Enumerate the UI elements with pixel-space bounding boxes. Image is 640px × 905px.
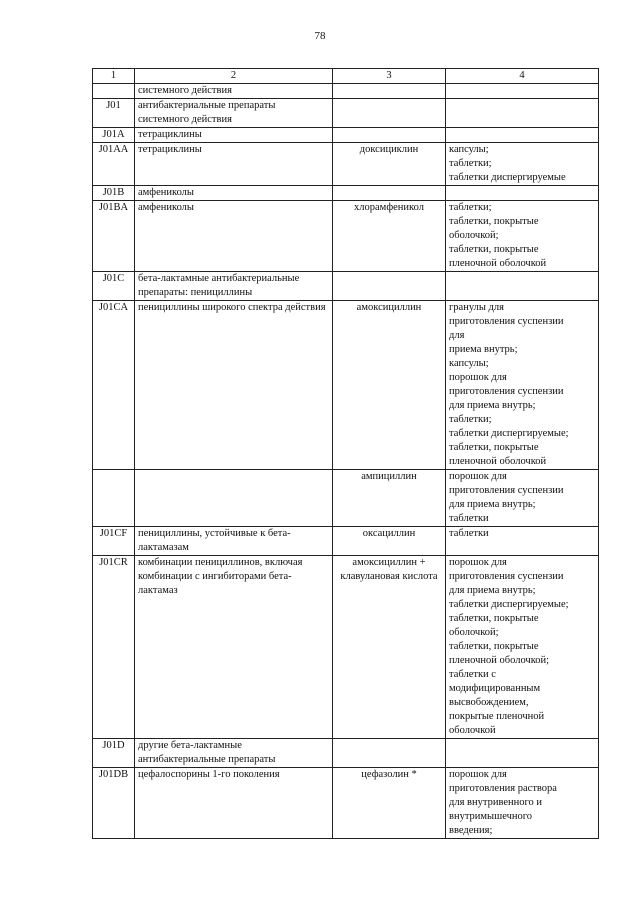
dosage-form-line: таблетки диспергируемые; xyxy=(449,599,569,610)
dosage-forms-cell xyxy=(446,99,599,128)
atc-code-cell: J01CR xyxy=(93,556,135,739)
drug-name-cell xyxy=(333,272,446,301)
dosage-form-line: оболочкой; xyxy=(449,627,499,638)
anatomical-group-cell: амфениколы xyxy=(135,186,333,201)
anatomical-group-cell: антибактериальные препараты системного действия xyxy=(135,99,333,128)
dosage-form-line: гранулы для xyxy=(449,302,504,313)
dosage-form-line: пленочной оболочкой; xyxy=(449,655,550,666)
dosage-forms-cell xyxy=(446,186,599,201)
column-header-2: 2 xyxy=(135,69,333,84)
dosage-form-line: таблетки; xyxy=(449,414,492,425)
dosage-forms-cell xyxy=(446,84,599,99)
anatomical-group-cell: системного действия xyxy=(135,84,333,99)
drug-table xyxy=(92,68,599,839)
anatomical-group-cell: амфениколы xyxy=(135,201,333,272)
anatomical-group-cell: бета-лактамные антибактериальные препараты: пенициллины xyxy=(135,272,333,301)
table-header-row xyxy=(93,69,599,84)
dosage-form-line: приготовления суспензии xyxy=(449,386,564,397)
dosage-form-line: модифицированным xyxy=(449,683,541,694)
atc-code-cell: J01B xyxy=(93,186,135,201)
table-row xyxy=(93,301,599,470)
anatomical-group-cell: цефалоспорины 1-го поколения xyxy=(135,768,333,839)
dosage-form-line: приготовления суспензии xyxy=(449,571,564,582)
anatomical-group-cell: пенициллины широкого спектра действия xyxy=(135,301,333,470)
dosage-form-line: таблетки с xyxy=(449,669,496,680)
column-header-3: 3 xyxy=(333,69,446,84)
drug-name-cell xyxy=(333,84,446,99)
drug-name-cell: ампициллин xyxy=(333,470,446,527)
table-row xyxy=(93,272,599,301)
dosage-form-line: порошок для xyxy=(449,471,507,482)
dosage-forms-cell xyxy=(446,556,599,739)
atc-code-cell: J01AA xyxy=(93,143,135,186)
drug-name-cell xyxy=(333,99,446,128)
atc-code-cell: J01DB xyxy=(93,768,135,839)
anatomical-group-cell xyxy=(135,470,333,527)
dosage-forms-cell xyxy=(446,768,599,839)
table-row xyxy=(93,768,599,839)
table-row xyxy=(93,527,599,556)
dosage-form-line: для внутривенного и xyxy=(449,797,543,808)
drug-name-cell: амоксициллин + клавулановая кислота xyxy=(333,556,446,739)
dosage-form-line: таблетки; xyxy=(449,158,492,169)
drug-name-cell xyxy=(333,186,446,201)
drug-name-cell: амоксициллин xyxy=(333,301,446,470)
dosage-forms-cell xyxy=(446,739,599,768)
dosage-form-line: порошок для xyxy=(449,557,507,568)
dosage-form-line: порошок для xyxy=(449,372,507,383)
table-body xyxy=(93,84,599,839)
dosage-form-line: внутримышечного xyxy=(449,811,533,822)
anatomical-group-cell: пенициллины, устойчивые к бета-лактамазам xyxy=(135,527,333,556)
table-row xyxy=(93,143,599,186)
table-row xyxy=(93,99,599,128)
table-row xyxy=(93,128,599,143)
dosage-form-line: таблетки диспергируемые xyxy=(449,172,566,183)
dosage-forms-cell xyxy=(446,201,599,272)
dosage-forms-cell xyxy=(446,143,599,186)
atc-code-cell: J01D xyxy=(93,739,135,768)
atc-code-cell xyxy=(93,84,135,99)
drug-name-cell: цефазолин * xyxy=(333,768,446,839)
atc-code-cell: J01 xyxy=(93,99,135,128)
dosage-form-line: таблетки xyxy=(449,513,489,524)
table-row xyxy=(93,201,599,272)
table-row xyxy=(93,470,599,527)
atc-code-cell: J01BA xyxy=(93,201,135,272)
dosage-form-line: приготовления суспензии xyxy=(449,485,564,496)
dosage-forms-cell xyxy=(446,128,599,143)
dosage-form-line: введения; xyxy=(449,825,493,836)
dosage-form-line: таблетки, покрытые xyxy=(449,641,539,652)
column-header-4: 4 xyxy=(446,69,599,84)
dosage-form-line: оболочкой; xyxy=(449,230,499,241)
drug-name-cell: оксациллин xyxy=(333,527,446,556)
drug-name-cell: хлорамфеникол xyxy=(333,201,446,272)
dosage-form-line: таблетки, покрытые xyxy=(449,216,539,227)
atc-code-cell: J01C xyxy=(93,272,135,301)
dosage-form-line: пленочной оболочкой xyxy=(449,258,547,269)
table-row xyxy=(93,556,599,739)
drug-name-cell xyxy=(333,739,446,768)
dosage-form-line: для xyxy=(449,330,465,341)
dosage-form-line: капсулы; xyxy=(449,358,489,369)
atc-code-cell: J01CA xyxy=(93,301,135,470)
atc-code-cell: J01CF xyxy=(93,527,135,556)
table-row xyxy=(93,84,599,99)
dosage-form-line: для приема внутрь; xyxy=(449,585,536,596)
dosage-form-line: таблетки диспергируемые; xyxy=(449,428,569,439)
anatomical-group-cell: другие бета-лактамные антибактериальные препараты xyxy=(135,739,333,768)
drug-name-cell: доксициклин xyxy=(333,143,446,186)
dosage-form-line: оболочкой xyxy=(449,725,496,736)
dosage-forms-cell xyxy=(446,470,599,527)
dosage-forms-cell xyxy=(446,527,599,556)
dosage-form-line: пленочной оболочкой xyxy=(449,456,547,467)
dosage-form-line: таблетки, покрытые xyxy=(449,244,539,255)
dosage-form-line: покрытые пленочной xyxy=(449,711,545,722)
dosage-form-line: порошок для xyxy=(449,769,507,780)
dosage-form-line: приготовления суспензии xyxy=(449,316,564,327)
dosage-form-line: для приема внутрь; xyxy=(449,400,536,411)
dosage-form-line: таблетки, покрытые xyxy=(449,442,539,453)
dosage-form-line: высвобождением, xyxy=(449,697,529,708)
dosage-form-line: приема внутрь; xyxy=(449,344,518,355)
drug-name-cell xyxy=(333,128,446,143)
dosage-form-line: таблетки, покрытые xyxy=(449,613,539,624)
dosage-form-line: для приема внутрь; xyxy=(449,499,536,510)
anatomical-group-cell: комбинации пенициллинов, включая комбинации с ингибиторами бета-лактамаз xyxy=(135,556,333,739)
atc-code-cell xyxy=(93,470,135,527)
dosage-form-line: приготовления раствора xyxy=(449,783,557,794)
dosage-forms-cell xyxy=(446,272,599,301)
table-row xyxy=(93,739,599,768)
atc-code-cell: J01A xyxy=(93,128,135,143)
column-header-1: 1 xyxy=(93,69,135,84)
dosage-form-line: таблетки xyxy=(449,528,489,539)
anatomical-group-cell: тетрациклины xyxy=(135,143,333,186)
dosage-form-line: таблетки; xyxy=(449,202,492,213)
dosage-form-line: капсулы; xyxy=(449,144,489,155)
table-row xyxy=(93,186,599,201)
page-number: 78 xyxy=(314,30,326,42)
anatomical-group-cell: тетрациклины xyxy=(135,128,333,143)
dosage-forms-cell xyxy=(446,301,599,470)
